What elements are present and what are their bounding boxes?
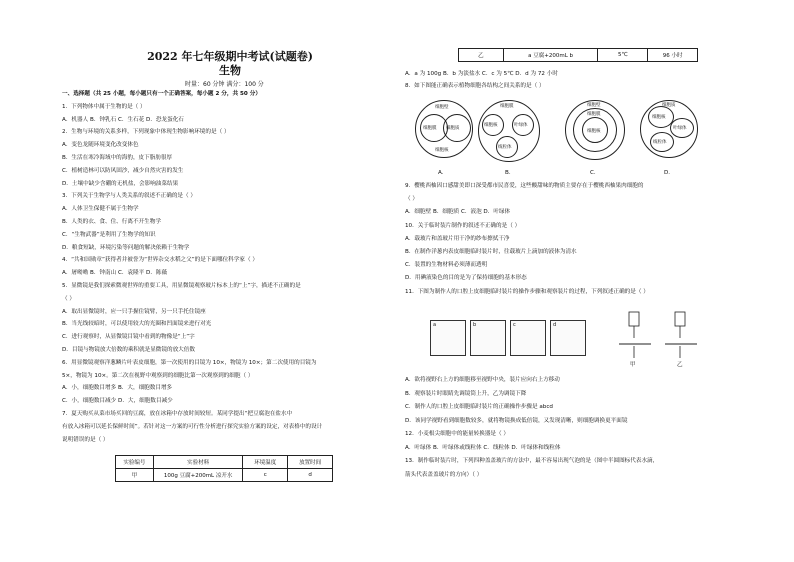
question-line: C．“生物武器”是利用了生物学的知识	[62, 231, 156, 238]
exam-subject: 生物	[219, 64, 241, 77]
question-line: C．制作人的口腔上皮细胞临时装片的正确操作步骤是 abcd	[405, 404, 553, 410]
table-cell: 5℃	[598, 49, 648, 62]
question-line: 箭头代表盖盖玻片的方向）（ ）	[405, 471, 483, 478]
table-cell: 乙	[459, 49, 504, 62]
exam-title: 2022 年七年级期中考试(试题卷)	[147, 50, 313, 63]
question-line: A．欲将视野右上方的细胞移至视野中央，装片应向右上方移动	[405, 377, 560, 383]
question-line: B．在制作洋葱内表皮细胞临时装片时，往载玻片上滴加的液体为清水	[405, 249, 577, 255]
q8-option-b: B.	[505, 170, 511, 176]
question-line: 13．制作临时装片时，下列四种盖盖玻片的方法中，最不容易出现气泡的是（图中半圆图标代表水滴，	[405, 458, 659, 464]
question-line: D．该同学视野看到细胞数较多，就将物镜换成低倍镜，又发现清晰，则细胞调换更平面镜	[405, 417, 628, 424]
table-cell: 100g 豆腐+200mL 凉开水	[153, 469, 243, 482]
q8-diagram-d: 细胞核 叶绿体 细胞质 线粒体	[640, 100, 700, 162]
q8-diagram-a: 细胞壁 细胞膜 细胞质 细胞核	[415, 100, 475, 162]
table-header-cell: 实验编号	[116, 456, 154, 469]
question-line: 1．下列物体中属于生物的是（ ）	[62, 103, 146, 110]
question-line: D．用碘液染色的目的是为了保持细胞的基本形态	[405, 275, 527, 282]
question-line: C．小，细胞数目减少 D．大，细胞数目减少	[62, 398, 173, 405]
q11-fig-jia: 甲	[630, 362, 636, 368]
q11-microscope-diagram	[615, 308, 705, 370]
question-line: A．屠呦呦 B．钟南山 C．袁隆平 D．陈薇	[62, 270, 168, 277]
table-cell: 96 小时	[648, 49, 698, 62]
question-line: A．取出显微镜时，应一只手握住镜臂，另一只手托住镜座	[62, 308, 206, 315]
q11-step-d-label: d	[553, 322, 557, 328]
q11-fig-yi: 乙	[677, 362, 683, 368]
table-header-cell: 放置时间	[288, 456, 333, 469]
q8-diagram-c: 细胞核 细胞膜 细胞壁	[565, 100, 627, 162]
q8-option-c: C.	[590, 170, 596, 176]
table-cell: a 豆腐+200mL b	[503, 49, 598, 62]
question-line: 2．生物与环境的关系多样，下列现象中体现生物影响环境的是（ ）	[62, 129, 230, 136]
q11-step-c-label: c	[513, 322, 516, 328]
question-line: A．载玻片和盖玻片用干净的纱布擦拭干净	[405, 235, 510, 242]
q8-option-d: D.	[664, 170, 671, 176]
question-line: 有放入冰箱可以延长保鲜时间”。若针对这一方案的可行性分析进行探究实验方案的设定，对表格中的设计	[62, 423, 323, 430]
question-line: 说明错误的是（ ）	[62, 436, 109, 443]
question-line: 6．用显微镜观察洋葱鳞片叶表皮细胞，第一次使用的目镜为 10×，物镜为 10×；第二次使用的目镜为	[62, 359, 317, 366]
q7-table-continued	[458, 48, 698, 62]
question-line: 7．夏天购买从菜市场买回的豆腐，放在冰箱中存放时间较短。某同学提出“把豆腐泡在盐水中	[62, 411, 293, 417]
q11-step-a-label: a	[433, 322, 437, 328]
question-line: B．当光线较暗时，可以使用较大的光圈和凹面镜来进行对光	[62, 321, 212, 328]
q11-step-b-label: b	[473, 322, 477, 328]
question-line: A．变色龙随环境变化改变体色	[62, 142, 139, 149]
question-line: B．人类的衣、食、住、行离不开生物学	[62, 219, 161, 225]
question-line: D．粮食短缺，环境污染等问题的解决依赖于生物学	[62, 244, 190, 251]
table-cell: d	[288, 469, 333, 482]
q8-diagram-b: 细胞膜 细胞核 叶绿体 线粒体	[478, 100, 548, 162]
question-line: C．进行观察时，从显微镜目镜中看到的物像是“上”字	[62, 334, 195, 341]
question-line: 4．“共和国勋章”获得者并被誉为“世界杂交水稻之父”的是下面哪位科学家（ ）	[62, 257, 258, 264]
question-line: 一、选择题（共 25 小题，每小题只有一个正确答案，每小题 2 分，共 50 分）	[62, 91, 261, 97]
q7-table	[115, 455, 333, 482]
question-line: D．目镜与物镜放大倍数的乘积就是显微镜的放大倍数	[62, 347, 195, 353]
question-line: （ ）	[62, 295, 75, 302]
table-header-cell: 实验材料	[153, 456, 243, 469]
question-line: 12．小麦根尖细胞中的能量转换器是（ ）	[405, 431, 509, 437]
question-line: 8．如下图能正确表示植物细胞各结构之间关系的是（ ）	[405, 83, 545, 89]
table-header-cell: 环境温度	[243, 456, 288, 469]
question-line: 5×，物镜为 10×。第二次在视野中观察到的细胞比第一次观察到的细胞（ ）	[62, 372, 254, 379]
question-line: A．细胞壁 B．细胞质 C．液泡 D．叶绿体	[405, 209, 511, 216]
question-line: 11．下图为制作人的口腔上皮细胞临时装片的操作步骤和观察装片的过程，下列叙述正确的是（ ）	[405, 288, 649, 295]
q8-option-a: A.	[438, 170, 444, 176]
question-line: C．植树造林可以防风固沙，减少自然灾害的发生	[62, 167, 184, 174]
question-line: D．土壤中缺少含硼的无机盐，会影响油菜结果	[62, 180, 179, 187]
question-line: （ ）	[405, 196, 418, 203]
question-line: A．a 为 100g B．b 为淡盐水 C．c 为 5℃ D．d 为 72 小时	[405, 71, 558, 77]
table-cell: c	[243, 469, 288, 482]
question-line: 5．显微镜是我们探索微观世界的重要工具，用显微镜观察玻片标本上的“上”字，描述不正确的是	[62, 283, 301, 289]
question-line: A．人体卫生保健不属于生物学	[62, 206, 139, 213]
question-line: A．小，细胞数目增多 B．大，细胞数目增多	[62, 385, 173, 392]
question-line: A．叶绿体 B．叶绿体或线粒体 C．线粒体 D．叶绿体和线粒体	[405, 444, 561, 451]
question-line: C．装置的生物材料必须薄而透明	[405, 262, 488, 269]
question-line: A．机器人 B．钟乳石 C．生石花 D．恐龙蛋化石	[62, 116, 184, 123]
exam-info: 时量：60 分钟 满分：100 分	[185, 81, 264, 88]
question-line: 3．下列关于生物学与人类关系的叙述不正确的是（ ）	[62, 193, 196, 200]
question-line: 10．关于临时装片制作的叙述不正确的是（ ）	[405, 222, 521, 229]
question-line: B．观察装片时眼睛先调镜筒上升，乙为调镜下降	[405, 390, 527, 397]
table-cell: 甲	[116, 469, 154, 482]
question-line: 9．樱桃西柚因口感甜美即口深受都市民喜爱，这些酸甜味的物质主要存在于樱桃西柚果肉细胞的	[405, 183, 644, 189]
question-line: B．生活在寒冷海域中的海豹，皮下脂肪很厚	[62, 155, 173, 161]
